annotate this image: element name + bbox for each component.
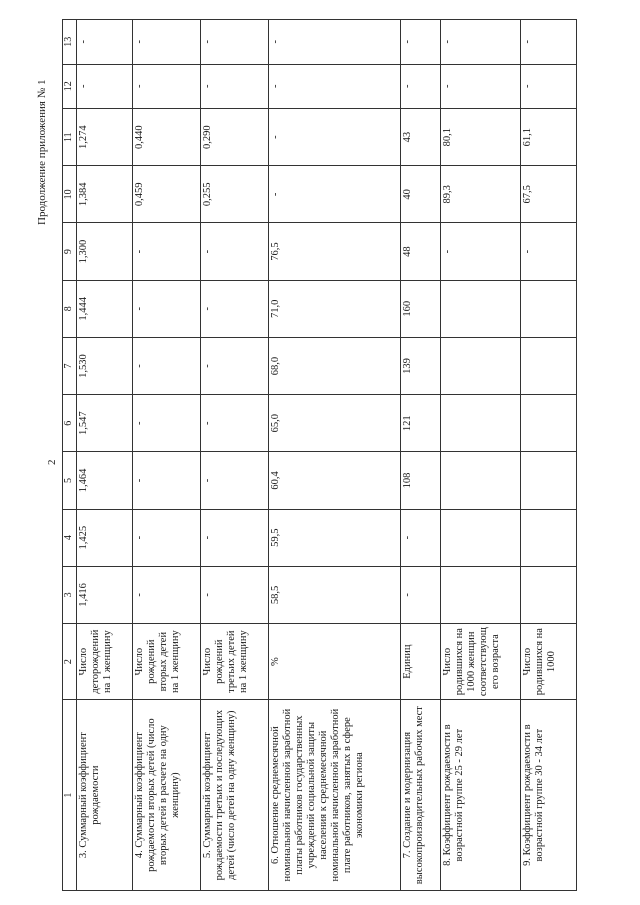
value-cell: - — [77, 64, 133, 109]
header-cell: 1 — [63, 700, 77, 891]
value-cell: - — [401, 20, 441, 65]
value-cell: - — [133, 280, 201, 337]
value-cell: 76,5 — [269, 223, 401, 280]
value-cell: - — [201, 223, 269, 280]
unit-cell: Единиц — [401, 624, 441, 700]
value-cell: - — [201, 566, 269, 623]
value-cell: - — [269, 109, 401, 166]
value-cell: - — [269, 166, 401, 223]
value-cell: - — [201, 509, 269, 566]
indicator-cell: 6. Отношение среднемесячной номинальной начисленной заработной платы работников государственных учреждений социальной защиты населения к среднемесячной номинальной начисленной заработной плате работников, занятых в сфере экономики региона — [269, 700, 401, 891]
value-cell — [521, 280, 577, 337]
unit-cell: % — [269, 624, 401, 700]
value-cell: 48 — [401, 223, 441, 280]
value-cell — [441, 566, 521, 623]
value-cell — [521, 452, 577, 509]
value-cell: - — [201, 337, 269, 394]
header-cell: 11 — [63, 109, 77, 166]
value-cell: - — [441, 20, 521, 65]
value-cell: 1,416 — [77, 566, 133, 623]
value-cell — [441, 395, 521, 452]
value-cell — [521, 395, 577, 452]
table-row — [269, 20, 401, 891]
value-cell: - — [269, 20, 401, 65]
header-cell: 3 — [63, 566, 77, 623]
value-cell: 1,464 — [77, 452, 133, 509]
unit-cell: Число рождений третьих детей на 1 женщину — [201, 624, 269, 700]
header-cell: 10 — [63, 166, 77, 223]
value-cell: 61,1 — [521, 109, 577, 166]
value-cell: - — [133, 509, 201, 566]
header-cell: 12 — [63, 64, 77, 109]
header-cell: 7 — [63, 337, 77, 394]
value-cell — [441, 509, 521, 566]
value-cell: - — [521, 64, 577, 109]
value-cell: - — [401, 509, 441, 566]
indicator-cell: 8. Коэффициент рождаемости в возрастной группе 25 - 29 лет — [441, 700, 521, 891]
value-cell: 160 — [401, 280, 441, 337]
value-cell: - — [269, 64, 401, 109]
unit-cell: Число рождений вторых детей на 1 женщину — [133, 624, 201, 700]
unit-cell: Число родившихся на 1000 — [521, 624, 577, 700]
header-row — [63, 20, 77, 891]
value-cell: - — [77, 20, 133, 65]
value-cell: 1,444 — [77, 280, 133, 337]
indicator-cell: 5. Суммарный коэффициент рождаемости третьих и последующих детей (число детей на одну женщину) — [201, 700, 269, 891]
value-cell: 139 — [401, 337, 441, 394]
value-cell: - — [133, 452, 201, 509]
header-cell: 6 — [63, 395, 77, 452]
table-row — [133, 20, 201, 891]
table-row — [77, 20, 133, 891]
header-cell: 8 — [63, 280, 77, 337]
value-cell: 68,0 — [269, 337, 401, 394]
value-cell: 0,440 — [133, 109, 201, 166]
value-cell: - — [201, 395, 269, 452]
table-row — [521, 20, 577, 891]
value-cell: 43 — [401, 109, 441, 166]
unit-cell: Число деторождений на 1 женщину — [77, 624, 133, 700]
value-cell: 1,547 — [77, 395, 133, 452]
table-row — [201, 20, 269, 891]
value-cell: 1,425 — [77, 509, 133, 566]
value-cell — [441, 337, 521, 394]
table-row — [401, 20, 441, 891]
value-cell: 80,1 — [441, 109, 521, 166]
value-cell: 60,4 — [269, 452, 401, 509]
indicator-cell: 4. Суммарный коэффициент рождаемости вторых детей (число вторых детей в расчете на одну женщину) — [133, 700, 201, 891]
value-cell: - — [441, 223, 521, 280]
value-cell: - — [133, 20, 201, 65]
value-cell: - — [201, 20, 269, 65]
header-cell: 5 — [63, 452, 77, 509]
value-cell: 40 — [401, 166, 441, 223]
value-cell — [441, 280, 521, 337]
value-cell: - — [133, 337, 201, 394]
header-cell: 9 — [63, 223, 77, 280]
table-row — [441, 20, 521, 891]
header-cell: 2 — [63, 624, 77, 700]
value-cell — [521, 337, 577, 394]
value-cell: - — [441, 64, 521, 109]
value-cell: 108 — [401, 452, 441, 509]
value-cell: - — [133, 395, 201, 452]
value-cell: 89,3 — [441, 166, 521, 223]
value-cell: 0,290 — [201, 109, 269, 166]
header-cell: 13 — [63, 20, 77, 65]
value-cell: 65,0 — [269, 395, 401, 452]
value-cell: - — [133, 223, 201, 280]
value-cell: - — [521, 20, 577, 65]
table-body — [63, 20, 577, 891]
value-cell: 1,300 — [77, 223, 133, 280]
value-cell: 71,0 — [269, 280, 401, 337]
value-cell: 0,459 — [133, 166, 201, 223]
value-cell: 58,5 — [269, 566, 401, 623]
appendix-label: Продолжение приложения № 1 — [36, 79, 48, 225]
unit-cell: Число родившихся на 1000 женщин соответствующего возраста — [441, 624, 521, 700]
header-cell: 4 — [63, 509, 77, 566]
value-cell: 1,274 — [77, 109, 133, 166]
value-cell: - — [201, 64, 269, 109]
value-cell: - — [133, 64, 201, 109]
value-cell: - — [201, 280, 269, 337]
indicator-cell: 7. Создание и модернизация высокопроизводительных рабочих мест — [401, 700, 441, 891]
value-cell — [441, 452, 521, 509]
value-cell: 121 — [401, 395, 441, 452]
value-cell: 67,5 — [521, 166, 577, 223]
value-cell: 1,530 — [77, 337, 133, 394]
value-cell: - — [133, 566, 201, 623]
value-cell — [521, 509, 577, 566]
value-cell: - — [201, 452, 269, 509]
indicator-cell: 3. Суммарный коэффициент рождаемости — [77, 700, 133, 891]
value-cell: - — [401, 566, 441, 623]
indicator-cell: 9. Коэффициент рождаемости в возрастной группе 30 - 34 лет — [521, 700, 577, 891]
value-cell: 59,5 — [269, 509, 401, 566]
value-cell: - — [521, 223, 577, 280]
value-cell — [521, 566, 577, 623]
value-cell: 1,384 — [77, 166, 133, 223]
value-cell: - — [401, 64, 441, 109]
value-cell: 0,255 — [201, 166, 269, 223]
page-number: 2 — [46, 459, 58, 465]
indicators-table — [62, 19, 577, 891]
